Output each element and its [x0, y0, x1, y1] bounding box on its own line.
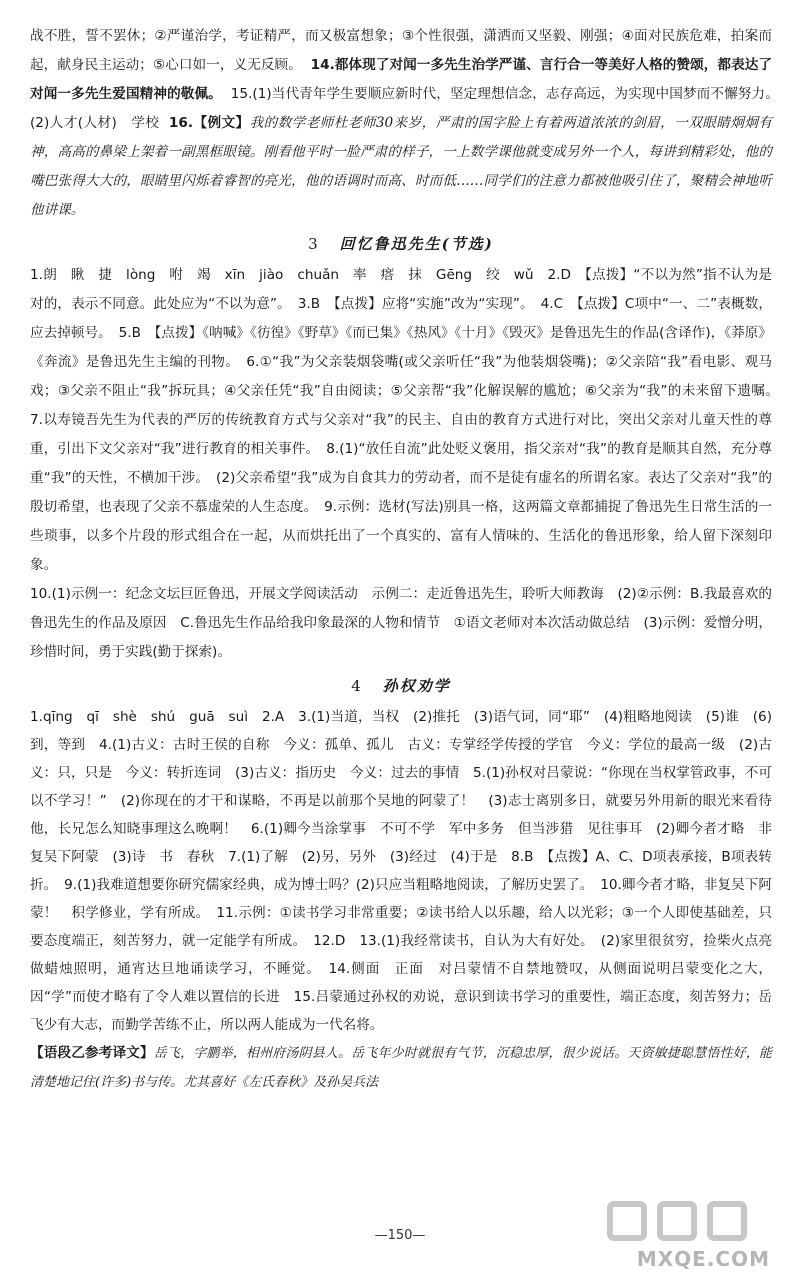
translation-label: 【语段乙参考译文】 — [30, 1045, 154, 1061]
section-3-number: 3 — [308, 235, 318, 253]
page-number: —150— — [374, 1228, 426, 1243]
watermark-url: MXQE.COM — [636, 1247, 770, 1271]
example-essay-text: 我的数学老师杜老师30来岁，严肃的国字脸上有着两道浓浓的剑眉，一双眼睛炯炯有神，高高的鼻梁上架着一副黑框眼镜。刚看他平时一脸严肃的样子，一上数学课他就变成另外一个人，每讲到精彩处，他的嘴巴张得大大的，眼睛里闪烁着睿智的亮光，他的语调时而高、时而低……同学们的注意力都被他吸引住了，聚精会神地听他讲课。 — [30, 115, 772, 218]
section-4-answers: 1.qīng qī shè shú guā suì 2.A 3.(1)当道，当权 (2)推托 (3)语气词，同“耶” (4)粗略地阅读 (5)谁 (6)到，等到 4.(1)古义：古时王侯的自称 今义：孤单、孤儿 古义：专掌经学传授的学官 今义：学位的最高一级 (2)古义：只，只是 今义：转折连词 (3)古义：指历史 今义：过去的事情 5.(1)孙权对吕蒙说：“你现在当权掌管政事，不可以不学习！” (2)你现在的才干和谋略，不再是以前那个吴地的阿蒙了！ (3)志士离别多日，就要另外用新的眼光来看待他，长兄怎么知晓事理这么晚啊！ 6.(1)卿今当涂掌事 不可不学 军中多务 但当涉猎 见往事耳 (2)卿今者才略 非复吴下阿蒙 (3)诗 书 春秋 7.(1)了解 (2)另，另外 (3)经过 (4)于是 8.B 【点拨】A、C、D项表承接，B项表转折。 9.(1)我难道想要你研究儒家经典，成为博士吗？(2)只应当粗略地阅读，了解历史罢了。 10.卿今者才略，非复吴下阿蒙！ 积学修业，学有所成。 11.示例：①读书学习非常重要；②读书给人以乐趣，给人以光彩；③一个人即使基础差，只要态度端正，刻苦努力，就一定能学有所成。 12.D 13.(1)我经常读书，自认为大有好处。 (2)家里很贫穷，捡柴火点亮做蜡烛照明，通宵达旦地诵读学习，不睡觉。 14.侧面 正面 对吕蒙情不自禁地赞叹，从侧面说明吕蒙变化之大，因“学”而使才略有了令人难以置信的长进 15.吕蒙通过孙权的劝说，意识到读书学习的重要性，端正态度，刻苦努力；岳飞少有大志，而勤学苦练不止，所以两人能成为一代名将。 — [30, 709, 772, 1033]
example-essay-label: 16.【例文】 — [168, 115, 250, 131]
section-3-heading — [30, 229, 772, 259]
translation-text: 岳飞，字鹏举，相州府汤阴县人。岳飞年少时就很有气节，沉稳忠厚，很少说话。天资敏捷聪慧悟性好，能清楚地记住(许多)书与传。尤其喜好《左氏春秋》及孙吴兵法 — [30, 1046, 772, 1090]
section-3-answers: 1.朗 瞅 捷 lòng 咐 竭 xīn jiào chuǎn 率 瘩 抹 Gēng 绞 wǔ 2.D 【点拨】“不以为然”指不认为是对的，表示不同意。此处应为“不以为意”。 3.B 【点拨】应将“实施”改为“实现”。 4.C 【点拨】C项中“一、二”表概数，应去掉顿号。 5.B 【点拨】《呐喊》《彷徨》《野草》《而已集》《热风》《十月》《毁灭》是鲁迅先生的作品(含译作)，《莽原》《奔流》是鲁迅先生主编的刊物。 6.①“我”为父亲装烟袋嘴(或父亲听任“我”为他装烟袋嘴)；②父亲陪“我”看电影、观马戏；③父亲不阻止“我”拆玩具；④父亲任凭“我”自由阅读；⑤父亲帮“我”化解误解的尴尬；⑥父亲为“我”的未来留下遗嘱。 7.以寿镜吾先生为代表的严厉的传统教育方式与父亲对“我”的民主、自由的教育方式进行对比，突出父亲对儿童天性的尊重，引出下文父亲对“我”进行教育的相关事件。 8.(1)“放任自流”此处贬义褒用，指父亲对“我”的教育是顺其自然，充分尊重“我”的天性，不横加干涉。 (2)父亲希望“我”成为自食其力的劳动者，而不是徒有虚名的所谓名家。表达了父亲对“我”的殷切希望，也表现了父亲不慕虚荣的人生态度。 9.示例：选材(写法)别具一格，这两篇文章都捕捉了鲁迅先生日常生活的一些琐事，以多个片段的形式组合在一起，从而烘托出了一个真实的、富有人情味的、生活化的鲁迅形象，给人留下深刻印象。 — [30, 267, 786, 573]
section-3-title: 回忆鲁迅先生(节选) — [339, 235, 494, 253]
prev-answer-13: 战不胜，誓不罢休；②严谨治学，考证精严，而又极富想象；③个性很强，潇洒而又坚毅、刚强；④面对民族危难，拍案而起，献身民主运动；⑤心口如一，义无反顾。 — [30, 28, 772, 73]
section-4-heading — [30, 671, 772, 701]
prev-answer-14: 14.都体现了对闻一多先生治学严谨、言行合一等美好人格的赞颂，都表达了对闻一多先生爱国精神的敬佩。 — [30, 57, 772, 102]
section-4-number: 4 — [351, 677, 361, 695]
section-3-answer-10: 10.(1)示例一：纪念文坛巨匠鲁迅，开展文学阅读活动 示例二：走近鲁迅先生，聆听大师教诲 (2)②示例：B.我最喜欢的鲁迅先生的作品及原因 C.鲁迅先生作品给我印象最深的人物和情节 ①语文老师对本次活动做总结 (3)示例：爱憎分明，珍惜时间，勇于实践(勤于探索)。 — [30, 586, 772, 660]
prev-section-text — [30, 22, 786, 225]
translation-paragraph — [30, 1039, 772, 1097]
section-4-title: 孙权劝学 — [382, 677, 451, 695]
prev-answer-15: 15.(1)当代青年学生要顺应新时代，坚定理想信念，志存高远，为实现中国梦而不懈努力。 (2)人才(人材) 学校 — [30, 86, 786, 131]
